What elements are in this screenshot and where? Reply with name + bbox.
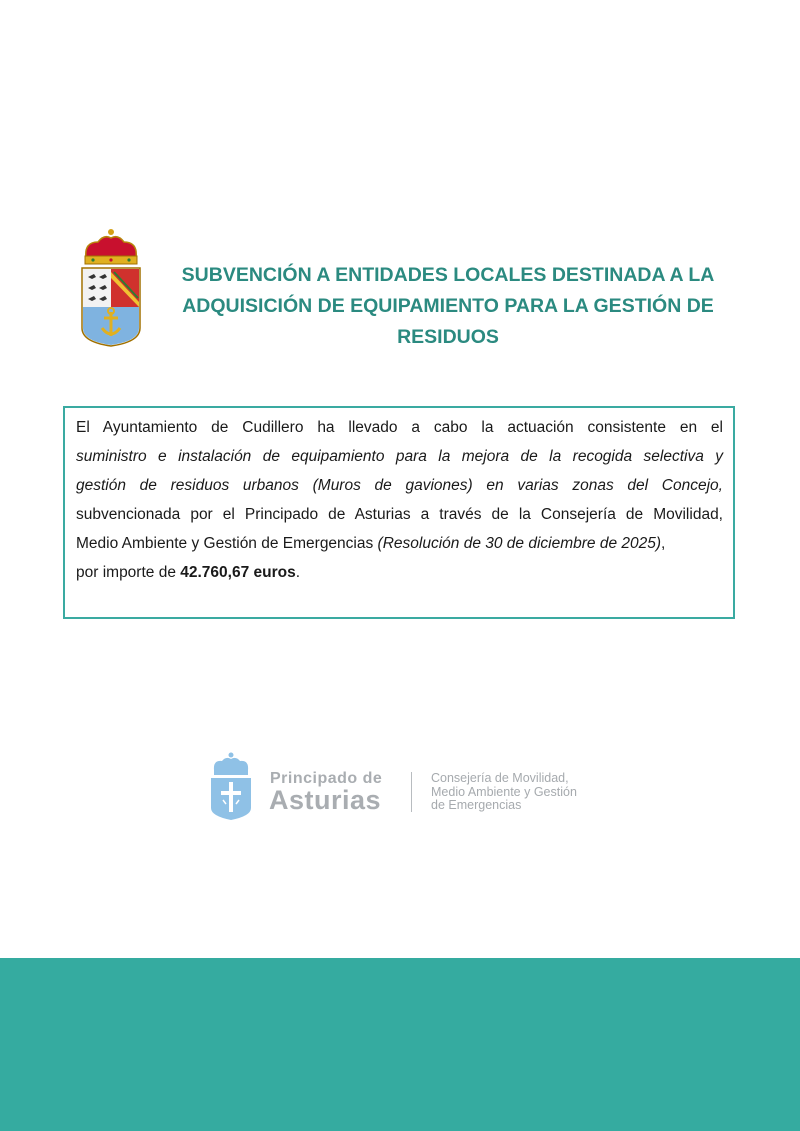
- footer-band: [0, 958, 800, 1131]
- asturias-shield-icon: [208, 752, 254, 820]
- title-line-3: RESIDUOS: [397, 326, 499, 348]
- logo-name-line-1: Principado de: [270, 770, 383, 787]
- department-label: [431, 772, 577, 813]
- notice-line-6: [76, 558, 723, 587]
- project-description-cont: gestión de residuos urbanos (Muros de gaviones) en varias zonas del Concejo,: [76, 477, 723, 494]
- punctuation: ,: [661, 535, 666, 552]
- title-line-2: ADQUISICIÓN DE EQUIPAMIENTO PARA LA GESTIÓN DE: [182, 295, 714, 317]
- notice-line-1: El Ayuntamiento de Cudillero ha llevado a cabo la actuación consistente en el: [76, 419, 723, 436]
- dept-line-3: de Emergencias: [431, 798, 522, 812]
- notice-box: [63, 406, 735, 619]
- amount-label: por importe de: [76, 564, 181, 581]
- resolution-reference: (Resolución de 30 de diciembre de 2025): [377, 535, 662, 552]
- title-line-1: SUBVENCIÓN A ENTIDADES LOCALES DESTINADA A LA: [181, 264, 715, 286]
- notice-line-4: subvencionada por el Principado de Asturias a través de la Consejería de Movilidad,: [76, 506, 723, 523]
- principado-logo: [208, 752, 608, 822]
- punctuation: .: [295, 564, 301, 581]
- dept-line-1: Consejería de Movilidad,: [431, 771, 569, 785]
- notice-line-2: [76, 442, 723, 471]
- notice-line-5: [76, 529, 723, 558]
- coat-of-arms-icon: [76, 228, 146, 348]
- dept-line-2: Medio Ambiente y Gestión: [431, 784, 577, 799]
- department-name: Medio Ambiente y Gestión de Emergencias: [76, 535, 378, 552]
- logo-divider: [411, 772, 412, 812]
- amount-value: 42.760,67 euros: [180, 564, 296, 581]
- logo-name-line-2: Asturias: [269, 785, 382, 815]
- notice-line-3: [76, 471, 723, 500]
- project-description: suministro e instalación de equipamiento para la mejora de la recogida selectiva y: [76, 448, 723, 465]
- page-title: [160, 260, 736, 353]
